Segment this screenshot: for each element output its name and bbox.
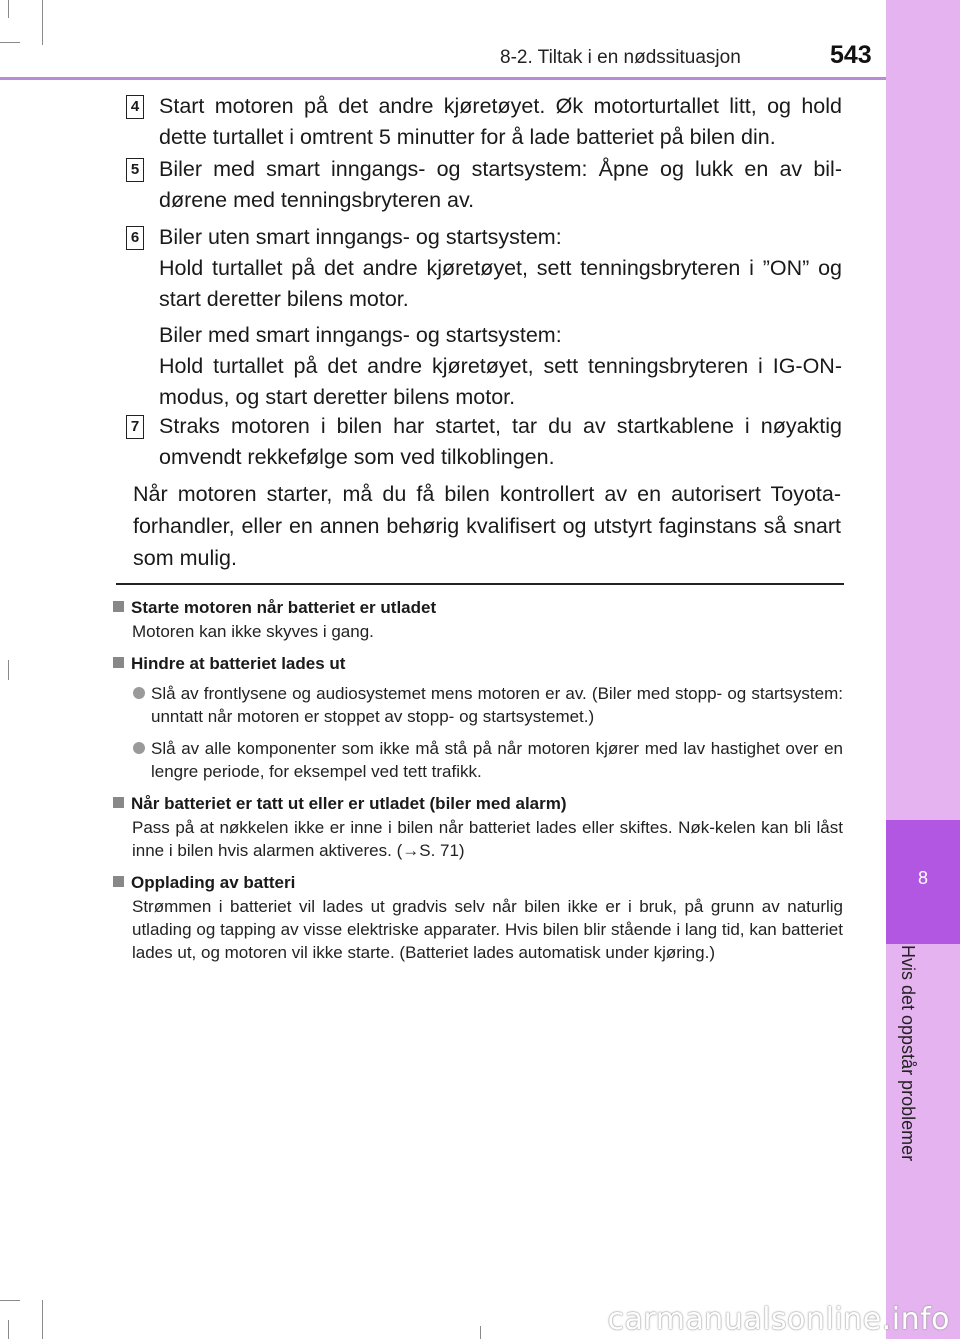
crop-mark	[42, 0, 43, 45]
step-text	[159, 222, 842, 413]
step-paragraph: Hold turtallet på det andre kjøretøyet, sett tenningsbryteren i IG-ON-modus, og start deretter bilens motor.	[159, 354, 842, 409]
note-bullet-text: Slå av frontlysene og audiosystemet mens motoren er av. (Biler med stopp- og startsystem: unntatt når motoren er stoppet av stopp- og startsystemet.)	[151, 684, 843, 726]
step-paragraph: Biler med smart inngangs- og startsystem:	[159, 323, 562, 347]
note-heading	[113, 792, 843, 816]
note-heading-text: Hindre at batteriet lades ut	[131, 654, 346, 673]
crop-mark	[8, 1320, 9, 1339]
step-paragraph: Hold turtallet på det andre kjøretøyet, sett tenningsbryteren i ”ON” og start deretter bilens motor.	[159, 256, 842, 311]
square-bullet-icon	[113, 657, 124, 668]
note-body: Motoren kan ikke skyves i gang.	[132, 622, 374, 641]
circle-bullet-icon	[133, 742, 145, 754]
step-number-badge: 4	[126, 95, 144, 119]
note-item	[113, 652, 843, 783]
step-number-badge: 6	[126, 226, 144, 250]
step-paragraph: Biler med smart inngangs- og startsystem: Åpne og lukk en av bil-dørene med tenningsbryteren av.	[159, 157, 842, 212]
note-heading-text: Når batteriet er tatt ut eller er utladet (biler med alarm)	[131, 794, 567, 813]
step-text	[159, 91, 842, 153]
chapter-number: 8	[917, 868, 928, 888]
section-rule	[116, 583, 844, 585]
step-6	[126, 222, 842, 413]
note-heading	[113, 652, 843, 676]
step-5	[126, 154, 842, 216]
notes-section	[113, 596, 843, 973]
note-bullet	[132, 737, 843, 783]
step-text	[159, 154, 842, 216]
header-divider	[0, 77, 886, 80]
step-number-badge: 5	[126, 158, 144, 182]
crop-mark	[0, 42, 20, 43]
summary-paragraph: Når motoren starter, må du få bilen kontrollert av en autorisert Toyota-forhandler, eller en annen behørig kvalifisert og utstyrt faginstans så snart som mulig.	[133, 482, 841, 570]
note-heading	[113, 871, 843, 895]
step-paragraph: Start motoren på det andre kjøretøyet. Øk motorturtallet litt, og hold dette turtallet i omtrent 5 minutter for å lade batteriet på bilen din.	[159, 94, 842, 149]
page-number: 543	[830, 41, 872, 69]
crop-mark	[0, 1300, 20, 1301]
circle-bullet-icon	[133, 687, 145, 699]
step-text	[159, 411, 842, 473]
note-item	[113, 792, 843, 862]
crop-mark	[42, 1300, 43, 1339]
step-paragraph: Straks motoren i bilen har startet, tar du av startkablene i nøyaktig omvendt rekkefølge som ved tilkoblingen.	[159, 414, 842, 469]
note-heading-text: Starte motoren når batteriet er utladet	[131, 598, 437, 617]
square-bullet-icon	[113, 601, 124, 612]
chapter-title: Hvis det oppstår problemer	[898, 945, 918, 1162]
crop-mark	[480, 1326, 481, 1339]
step-7	[126, 411, 842, 473]
note-body: Strømmen i batteriet vil lades ut gradvis selv når bilen ikke er i bruk, på grunn av naturlig utlading og tapping av visse elektriske apparater. Hvis bilen blir stående i lang tid, kan batteriet lades ut, og motoren vil ikke starte. (Batteriet lades automatisk under kjøring.)	[132, 897, 843, 962]
step-paragraph: Biler uten smart inngangs- og startsystem:	[159, 225, 562, 249]
note-heading-text: Opplading av batteri	[131, 873, 296, 892]
square-bullet-icon	[113, 797, 124, 808]
note-item	[113, 596, 843, 643]
note-bullet	[132, 682, 843, 728]
section-title: 8-2. Tiltak i en nødssituasjon	[500, 47, 741, 68]
note-heading	[113, 596, 843, 620]
step-number-badge: 7	[126, 415, 144, 439]
square-bullet-icon	[113, 876, 124, 887]
step-4	[126, 91, 842, 153]
crop-mark	[8, 0, 9, 18]
note-body: Pass på at nøkkelen ikke er inne i bilen når batteriet lades eller skiftes. Nøk-kelen kan bli låst inne i bilen hvis alarmen aktiveres. (→S. 71)	[132, 818, 843, 860]
note-item	[113, 871, 843, 964]
crop-mark	[8, 660, 9, 680]
note-bullet-text: Slå av alle komponenter som ikke må stå på når motoren kjører med lav hastighet over en lengre periode, for eksempel ved tett trafikk.	[151, 739, 843, 781]
watermark: carmanualsonline.info	[607, 1302, 950, 1337]
